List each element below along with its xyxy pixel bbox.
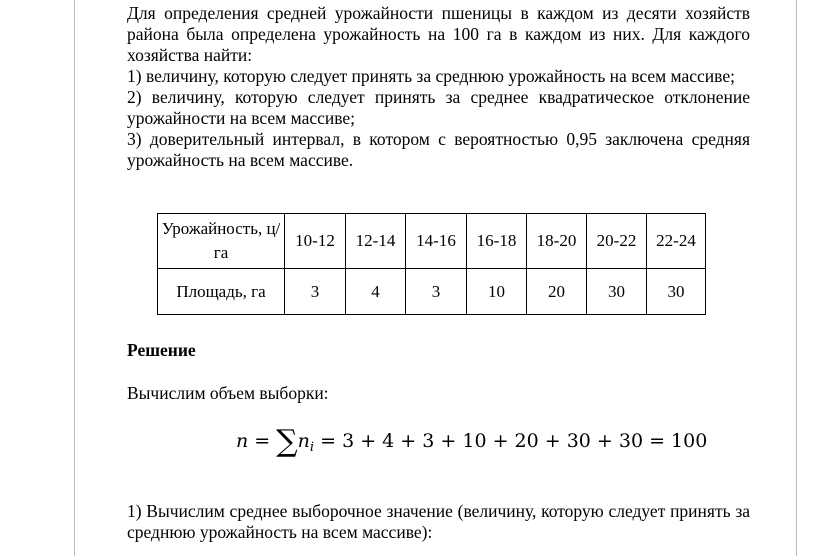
- problem-intro: Для определения средней урожайности пшеницы в каждом из десяти хозяйств района была определена урожайность на 100 га в каждом из них. Для каждого хозяйства найти:: [127, 3, 750, 65]
- area-cell: 3: [406, 269, 467, 315]
- interval-cell: 12-14: [346, 214, 406, 269]
- left-margin-line: [74, 0, 75, 556]
- area-cell: 3: [285, 269, 346, 315]
- area-cell: 10: [467, 269, 527, 315]
- formula-lhs: n: [236, 430, 249, 452]
- area-cell: 30: [587, 269, 647, 315]
- sample-size-text: Вычислим объем выборки:: [127, 383, 329, 403]
- sum-symbol: ∑: [276, 424, 298, 459]
- problem-statement: [127, 3, 750, 171]
- formula-subscript: i: [309, 440, 315, 455]
- right-margin-line: [796, 0, 797, 556]
- area-cell: 4: [346, 269, 406, 315]
- problem-item-3: 3) доверительный интервал, в котором с вероятностью 0,95 заключена средняя урожайность на всем массиве.: [127, 129, 750, 170]
- interval-cell: 16-18: [467, 214, 527, 269]
- sample-size-formula: [236, 424, 707, 459]
- formula-rhs: = 3 + 4 + 3 + 10 + 20 + 30 + 30 = 100: [314, 430, 708, 452]
- formula-equals: =: [248, 430, 277, 452]
- interval-cell: 18-20: [527, 214, 587, 269]
- row-header-area: Площадь, га: [158, 269, 285, 315]
- yield-table: [157, 213, 706, 315]
- interval-cell: 14-16: [406, 214, 467, 269]
- problem-item-2: 2) величину, которую следует принять за среднее квадратическое отклонение урожайности на всем массиве;: [127, 87, 750, 128]
- row-header-yield: Урожайность, ц/га: [158, 214, 285, 269]
- step-1-text: 1) Вычислим среднее выборочное значение (величину, которую следует принять за среднюю урожайность на всем массиве):: [127, 501, 750, 542]
- interval-cell: 20-22: [587, 214, 647, 269]
- formula-term: n: [297, 430, 310, 452]
- area-cell: 20: [527, 269, 587, 315]
- solution-heading: Решение: [127, 340, 196, 360]
- area-cell: 30: [647, 269, 706, 315]
- interval-cell: 10-12: [285, 214, 346, 269]
- interval-cell: 22-24: [647, 214, 706, 269]
- table-row-area: [158, 269, 706, 315]
- problem-item-1: 1) величину, которую следует принять за среднюю урожайность на всем массиве;: [127, 66, 735, 86]
- table-row-yield: [158, 214, 706, 269]
